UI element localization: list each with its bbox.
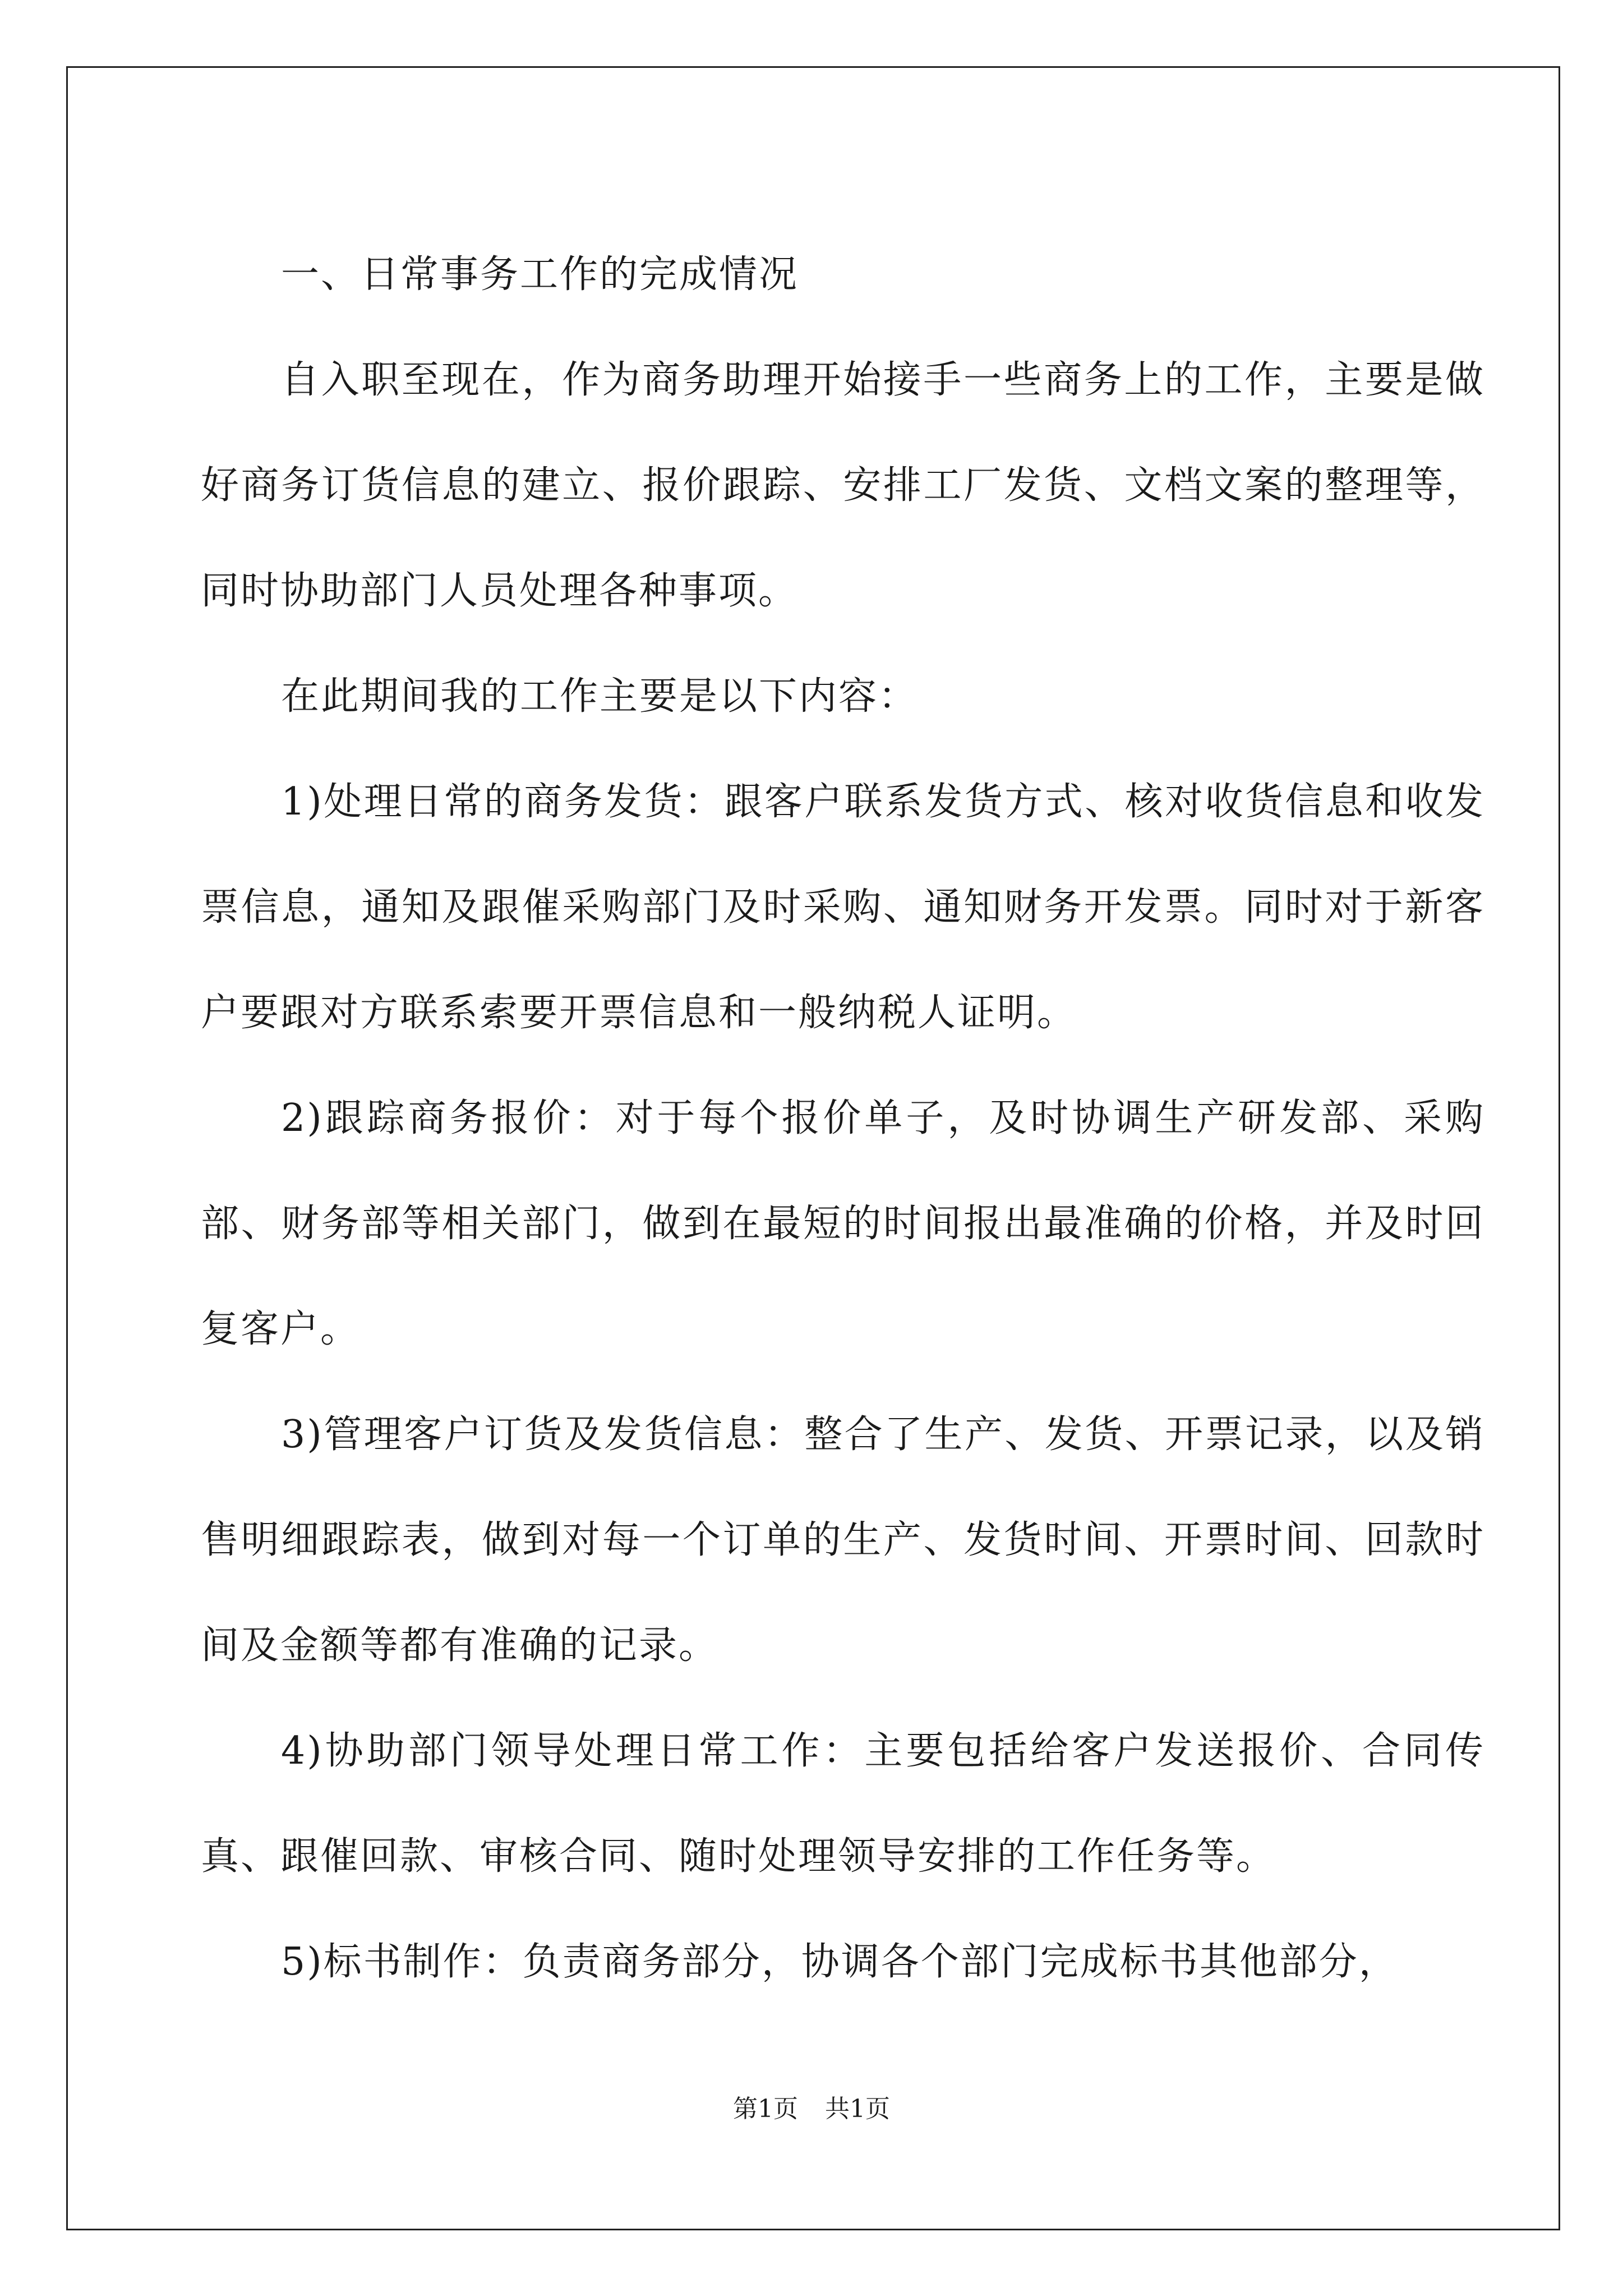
page-number-total: 共1页: [825, 2095, 890, 2123]
page-number-current: 第1页: [733, 2095, 798, 2123]
paragraph-work-list-intro: 在此期间我的工作主要是以下内容：: [281, 674, 919, 719]
paragraph-item-1: 1)处理日常的商务发货：跟客户联系发货方式、核对收货信息和收发票信息，通知及跟催采购部门及时采购、通知财务开发票。同时对于新客户要跟对方联系索要开票信息和一般纳税人证明。: [201, 780, 1485, 1035]
page-footer: [0, 2092, 1623, 2126]
section-heading: 一、日常事务工作的完成情况: [281, 252, 799, 297]
paragraph-item-5: 5)标书制作：负责商务部分，协调各个部门完成标书其他部分，: [281, 1940, 1399, 1984]
paragraph-item-4: 4)协助部门领导处理日常工作：主要包括给客户发送报价、合同传真、跟催回款、审核合同、随时处理领导安排的工作任务等。: [201, 1729, 1485, 1879]
paragraph-item-3: 3)管理客户订货及发货信息：整合了生产、发货、开票记录，以及销售明细跟踪表，做到对每一个订单的生产、发货时间、开票时间、回款时间及金额等都有准确的记录。: [201, 1412, 1485, 1668]
paragraph-item-2: 2)跟踪商务报价：对于每个报价单子，及时协调生产研发部、采购部、财务部等相关部门，做到在最短的时间报出最准确的价格，并及时回复客户。: [201, 1096, 1485, 1351]
document-body: [201, 222, 1485, 2015]
paragraph-intro: 自入职至现在，作为商务助理开始接手一些商务上的工作，主要是做好商务订货信息的建立、报价跟踪、安排工厂发货、文档文案的整理等，同时协助部门人员处理各种事项。: [201, 358, 1485, 613]
